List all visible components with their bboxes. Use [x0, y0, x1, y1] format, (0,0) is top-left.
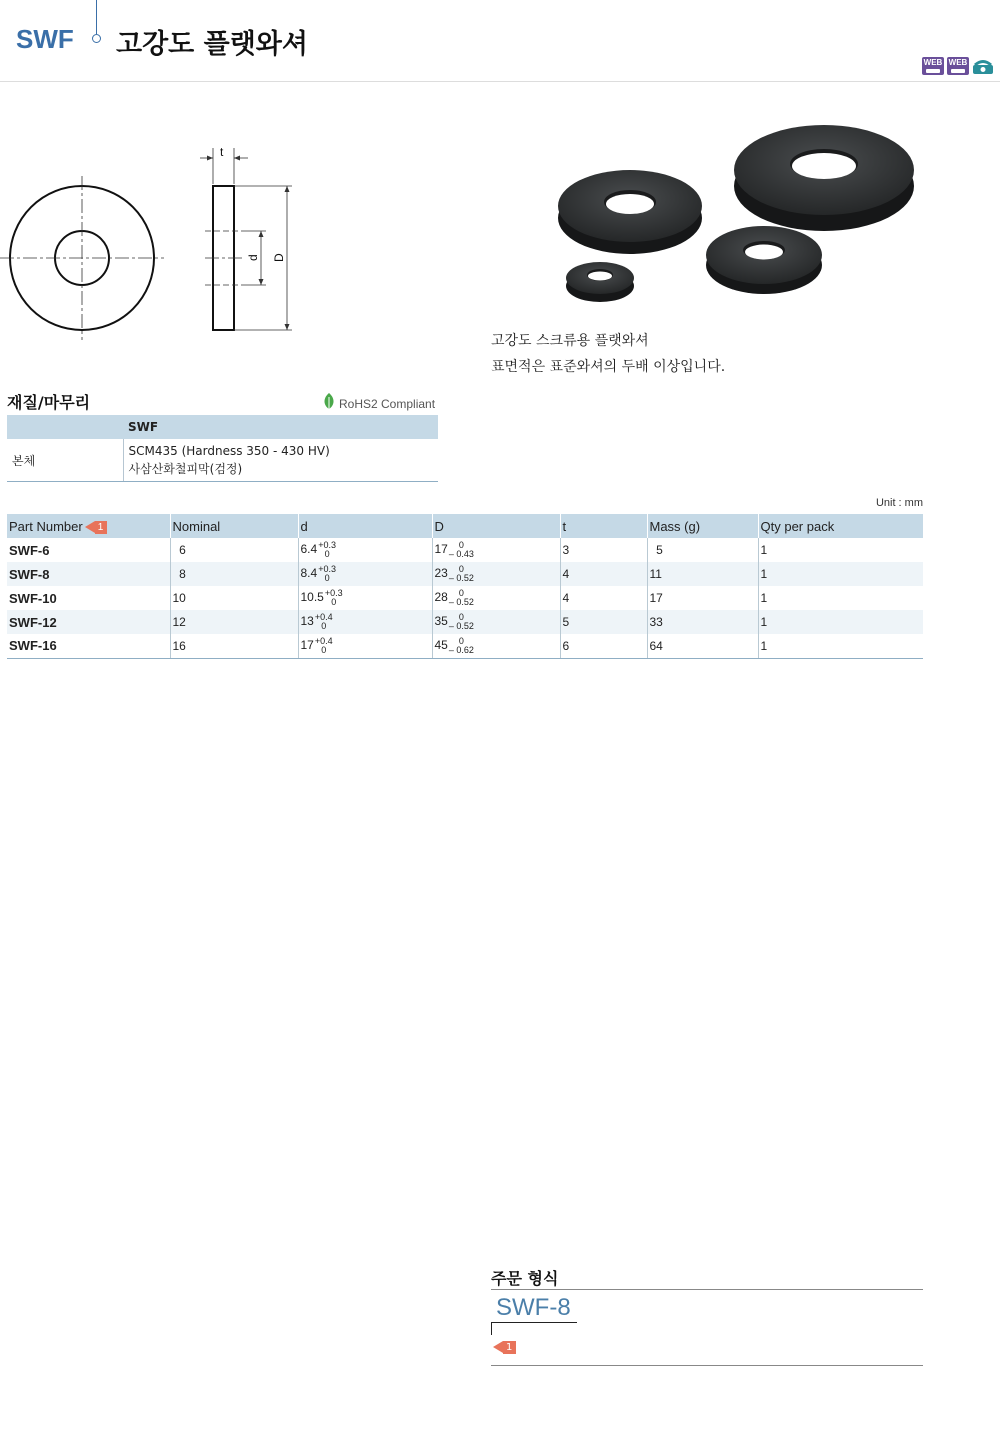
d-cell: 17 +0.4 0: [298, 634, 432, 658]
material-table: [7, 415, 438, 482]
leaf-icon: [322, 392, 336, 416]
material-header-empty: [7, 415, 123, 439]
qty-cell: 1: [758, 610, 923, 634]
page-title: 고강도 플랫와셔: [116, 29, 308, 60]
qty-cell: 1: [758, 562, 923, 586]
page-header: [0, 0, 1000, 82]
order-title: 주문 형식: [491, 1269, 559, 1288]
D-cell: 23 0 – 0.52: [432, 562, 560, 586]
part-number-cell[interactable]: SWF-16: [7, 634, 170, 658]
qty-cell: 1: [758, 634, 923, 658]
header-divider-dot: [92, 34, 101, 43]
material-value-line: 사삼산화철피막(검정): [128, 462, 243, 476]
t-cell: 5: [560, 610, 647, 634]
part-number-cell[interactable]: SWF-8: [7, 562, 170, 586]
material-row-label: 본체: [7, 439, 123, 482]
t-cell: 4: [560, 586, 647, 610]
col-nominal: Nominal: [170, 514, 298, 538]
description-line: 고강도 스크류용 플랫와셔: [491, 333, 649, 349]
order-code-bracket: [491, 1322, 492, 1335]
d-cell: 8.4 +0.3 0: [298, 562, 432, 586]
d-cell: 6.4 +0.3 0: [298, 538, 432, 562]
side-view: [200, 148, 292, 330]
product-code: SWF: [16, 24, 74, 54]
nominal-cell: 16: [170, 634, 298, 658]
d-cell: 10.5 +0.3 0: [298, 586, 432, 610]
dim-d-label: d: [246, 254, 260, 261]
t-cell: 4: [560, 562, 647, 586]
part-number-cell[interactable]: SWF-6: [7, 538, 170, 562]
D-cell: 35 0 – 0.52: [432, 610, 560, 634]
nominal-cell: 6: [170, 538, 298, 562]
tag-badge: 1: [95, 521, 108, 534]
col-D: D: [432, 514, 560, 538]
col-d: d: [298, 514, 432, 538]
dim-D-label: D: [272, 253, 286, 262]
material-title: 재질/마무리: [7, 393, 91, 412]
col-t: t: [560, 514, 647, 538]
order-code: SWF-8: [496, 1294, 571, 1321]
header-icons: [922, 57, 994, 75]
order-code-underline: [491, 1322, 577, 1323]
mass-cell: 5: [647, 538, 758, 562]
D-cell: 28 0 – 0.52: [432, 586, 560, 610]
mass-cell: 64: [647, 634, 758, 658]
rohs-label: RoHS2 Compliant: [339, 397, 436, 411]
divider: [491, 1365, 923, 1366]
description-line: 표면적은 표준와셔의 두배 이상입니다.: [491, 359, 726, 375]
D-cell: 45 0 – 0.62: [432, 634, 560, 658]
product-description: [491, 328, 725, 380]
col-mass: Mass (g): [647, 514, 758, 538]
mass-cell: 17: [647, 586, 758, 610]
technical-drawing: [0, 140, 320, 344]
product-photo: [548, 118, 928, 312]
t-cell: 6: [560, 634, 647, 658]
nominal-cell: 12: [170, 610, 298, 634]
D-cell: 17 0 – 0.43: [432, 538, 560, 562]
material-header: SWF: [123, 415, 438, 439]
tag-badge: 1: [503, 1341, 516, 1354]
material-value-line: SCM435 (Hardness 350 - 430 HV): [128, 444, 330, 458]
mass-cell: 11: [647, 562, 758, 586]
d-cell: 13 +0.4 0: [298, 610, 432, 634]
table-row: [7, 634, 923, 658]
rohs-badge: [322, 392, 435, 416]
header-divider: [96, 0, 97, 34]
col-part-number: Part Number 1: [7, 514, 170, 538]
nominal-cell: 10: [170, 586, 298, 610]
qty-cell: 1: [760, 543, 768, 557]
qty-cell: 1: [760, 591, 768, 605]
table-row: [7, 562, 923, 586]
phone-icon[interactable]: [972, 57, 994, 75]
table-row: [7, 538, 923, 562]
nominal-cell: 8: [170, 562, 298, 586]
table-row: [7, 610, 923, 634]
mass-cell: 33: [647, 610, 758, 634]
unit-label: Unit : mm: [875, 497, 923, 509]
order-tag: [503, 1336, 516, 1355]
web-icon[interactable]: WEB: [947, 57, 969, 75]
col-qty: Qty per pack: [758, 514, 923, 538]
front-view: [0, 176, 164, 340]
part-number-cell[interactable]: SWF-10: [7, 586, 170, 610]
spec-table: [7, 514, 923, 659]
material-row-value: [123, 439, 438, 482]
part-number-cell[interactable]: SWF-12: [7, 610, 170, 634]
dim-t-label: t: [220, 145, 224, 159]
t-cell: 3: [560, 538, 647, 562]
divider: [491, 1289, 923, 1290]
web-icon[interactable]: WEB: [922, 57, 944, 75]
table-row: [7, 586, 923, 610]
